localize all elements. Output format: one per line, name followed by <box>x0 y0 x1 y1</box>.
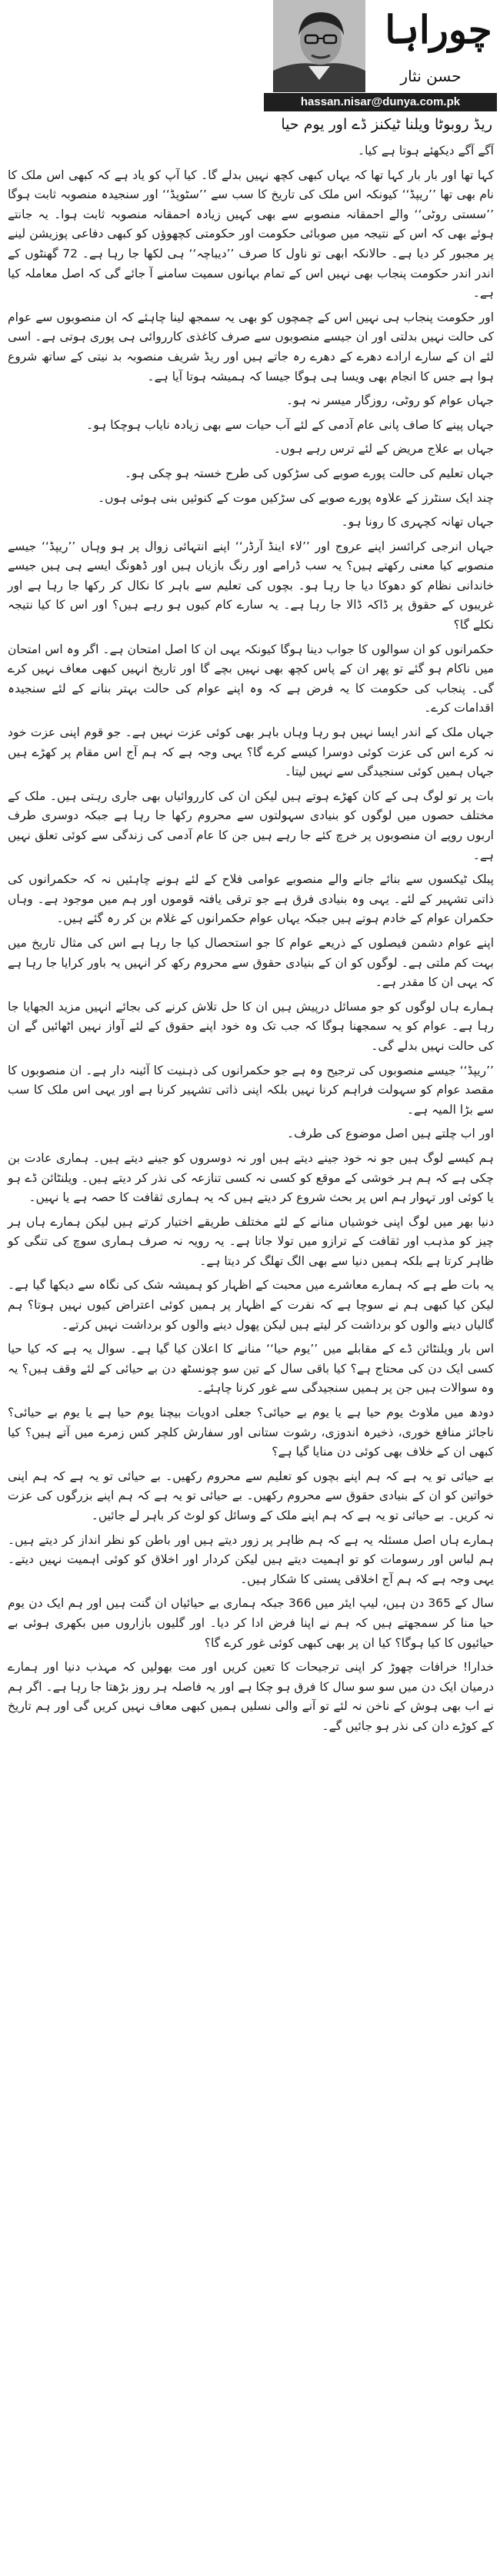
article-paragraph: جہاں عوام کو روٹی، روزگار میسر نہ ہو۔ <box>286 393 494 408</box>
article-paragraph: جہاں تعلیم کی حالت پورے صوبے کی سڑکوں کی طرح خستہ ہو چکی ہو۔ <box>124 466 494 480</box>
article-paragraph: جہاں ملک کے اندر ایسا نہیں ہو رہا وہاں باہر بھی کوئی عزت نہیں ہے۔ جو قوم اپنی عزت خود نہ کرے اس کی عزت کوئی دوسرا کیسے کرے گا؟ یہی وجہ ہے کہ ہم آج اس مقام پر کھڑے ہیں جہاں ہمیں کوئی سنجیدگی سے نہیں لیتا۔ <box>8 725 494 779</box>
author-name: حسن نثار <box>400 67 462 85</box>
article-paragraph: ہمارے ہاں لوگوں کو جو مسائل درپیش ہیں ان کا حل تلاش کرنے کی بجائے انہیں مزید الجھایا جا رہا ہے۔ عوام کو یہ سمجھنا ہوگا کہ جب تک وہ خود اپنے حقوق کے لئے آواز نہیں اٹھائیں گے ان کی حالت نہیں بدلے گی۔ <box>8 999 494 1053</box>
article-paragraph: جہاں بے علاج مریض کے لئے ترس رہے ہوں۔ <box>273 442 494 456</box>
article-paragraph: دنیا بھر میں لوگ اپنی خوشیاں منانے کے لئے مختلف طریقے اختیار کرتے ہیں لیکن ہمارے ہاں ہر چیز کو مذہب اور ثقافت کے ترازو میں تولا جاتا ہے۔ یہ رویہ نہ صرف ہماری سوچ کی تنگی کو ظاہر کرتا ہے بلکہ ہمیں دنیا سے بھی الگ تھلگ کر دیتا ہے۔ <box>8 1214 494 1268</box>
article-paragraph: پبلک ٹیکسوں سے بنائے جانے والے منصوبے عوامی فلاح کے لئے ہونے چاہئیں نہ کہ حکمرانوں کی ذاتی تشہیر کے لئے۔ یہی وہ بنیادی فرق ہے جو ترقی یافتہ قوموں اور ہم میں موجود ہے۔ وہاں حکمران عوام کے خادم ہوتے ہیں جبکہ یہاں عوام حکمرانوں کے غلام بن کر رہ گئے ہیں۔ <box>8 872 494 926</box>
article-paragraph: چند ایک سنٹرز کے علاوہ پورے صوبے کی سڑکیں موت کے کنوئیں بنی ہوئی ہوں۔ <box>98 490 494 505</box>
article-paragraph: اور حکومت پنجاب ہی نہیں اس کے چمچوں کو بھی یہ سمجھ لینا چاہئے کہ ان منصوبوں سے عوام کی حالت نہیں بدلتی اور ان جیسے منصوبوں سے صرف کاغذی کارروائی ہی پوری ہوتی ہے۔ اسی لئے ان کے سارے ارادے دھرے کے دھرے رہ جاتے ہیں اور ریڈ شریف منصوبہ بد نیتی کے ساتھ شروع ہوا ہے جس کا انجام بھی ویسا ہی ہوگا جیسا کہ ہمیشہ ہوتا آیا ہے۔ <box>8 310 494 383</box>
article-paragraph: اس بار ویلنٹائن ڈے کے مقابلے میں ’’یوم حیا‘‘ منانے کا اعلان کیا گیا ہے۔ سوال یہ ہے کہ کیا حیا کسی ایک دن کی محتاج ہے؟ کیا باقی سال کے تین سو چونسٹھ دن بے حیائی کے لئے وقف ہیں؟ یہ وہ سوالات ہیں جن پر ہمیں سنجیدگی سے غور کرنا چاہئے۔ <box>8 1342 494 1396</box>
article-paragraph: دودھ میں ملاوٹ یوم حیا ہے یا یوم بے حیائی؟ جعلی ادویات بیچنا یوم حیا ہے یا یوم بے حیائی؟ ناجائز منافع خوری، ذخیرہ اندوزی، رشوت ستانی اور سفارش کلچر کس زمرے میں آتے ہیں؟ کیا کبھی ان کے خلاف بھی کوئی دن منایا گیا ہے؟ <box>8 1406 494 1459</box>
article-paragraph: جہاں انرجی کرائسز اپنے عروج اور ’’لاء اینڈ آرڈر‘‘ اپنے انتہائی زوال پر ہو وہاں ’’ریپڈ‘‘ جیسے منصوبے کیا معنی رکھتے ہیں؟ یہ سب ڈرامے اور رنگ بازیاں ہیں اور ڈھونگ ایسے ہی ہیں جیسے خاندانی نظام کو دھوکا دیا جا رہا ہو۔ بچوں کی تعلیم سے باہر کا نکال کر رکھا جا رہا ہے اور غریبوں کے حقوق پر ڈاکہ ڈالا جا رہا ہے۔ یہ سارے کام کیوں ہو رہے ہیں؟ اور اس کا کیا نتیجہ نکلے گا؟ <box>8 539 494 632</box>
column-header <box>0 0 500 131</box>
author-portrait <box>273 0 365 92</box>
article-paragraph: بے حیائی تو یہ ہے کہ ہم اپنے بچوں کو تعلیم سے محروم رکھیں۔ بے حیائی تو یہ ہے کہ ہم اپنی خواتین کو ان کے بنیادی حقوق سے محروم رکھیں۔ بے حیائی تو یہ ہے کہ ہم اپنے بزرگوں کی عزت نہ کریں۔ بے حیائی تو یہ ہے کہ ہم اپنے ملک کے وسائل کو لوٹ کر باہر لے جائیں۔ <box>8 1469 494 1522</box>
article-paragraph: خدارا! خرافات چھوڑ کر اپنی ترجیحات کا تعین کریں اور مت بھولیں کہ مہذب دنیا اور ہمارے درمیان ایک دن میں سو سو سال کا فرق ہو چکا ہے اور یہ فاصلہ ہر روز بڑھتا جا رہا ہے۔ اگر ہم نے اب بھی ہوش کے ناخن نہ لئے تو آنے والی نسلیں ہمیں کبھی معاف نہیں کریں گی اور ہم تاریخ کے کوڑے دان کی نذر ہو جائیں گے۔ <box>8 1660 494 1733</box>
article-paragraph: اپنے عوام دشمن فیصلوں کے ذریعے عوام کا جو استحصال کیا جا رہا ہے اس کی مثال تاریخ میں بہت کم ملتی ہے۔ لوگوں کو ان کے بنیادی حقوق سے محروم رکھ کر انہیں یہ باور کرایا جا رہا ہے کہ یہی ان کا مقدر ہے۔ <box>8 935 494 990</box>
column-logo: چوراہا <box>385 7 492 52</box>
column-body <box>8 141 494 1741</box>
article-paragraph: آگے آگے دیکھئے ہوتا ہے کیا۔ <box>357 144 494 158</box>
article-paragraph: اور اب چلتے ہیں اصل موضوع کی طرف۔ <box>287 1127 494 1141</box>
article-paragraph: جہاں تھانہ کچہری کا رونا ہو۔ <box>341 515 494 529</box>
article-paragraph: سال کے 365 دن ہیں، لیپ ایئر میں 366 جبکہ ہماری بے حیائیاں ان گنت ہیں اور ہم ایک دن یوم حیا منا کر سمجھتے ہیں کہ ہم نے اپنا فرض ادا کر دیا۔ اور گلیوں بازاروں میں بکھری ہوئی بے حیائیوں کا کیا ہوگا؟ کیا ان پر بھی کبھی کوئی غور کرے گا؟ <box>8 1596 494 1650</box>
author-portrait-icon <box>273 0 365 92</box>
article-paragraph: کہا تھا اور بار بار کہا تھا کہ یہاں کبھی کچھ نہیں بدلے گا۔ کیا آپ کو یاد ہے کہ کبھی اس ملک کا نام بھی تھا ’’ریپڈ‘‘ کیونکہ اس ملک کی تاریخ کا سب سے ’’سٹوپڈ‘‘ اور سنجیدہ منصوبہ ثابت ہوگا ’’سستی روٹی‘‘ والے احمقانہ منصوبے سے بھی کہیں زیادہ احمقانہ منصوبہ ثابت ہوا۔ یہ جانتے ہوئے بھی کہ اس کے نتیجہ میں صوبائی حکومت اور حکومتی کچھوؤں کو کبھی دفاعی پوزیشن لینے پر مجبور کر دیا ہے۔ حالانکہ ابھی تو ناول کا صرف ’’دیباچہ‘‘ ہی لکھا جا رہا ہے۔ 72 گھنٹوں کے اندر اندر حکومت پنجاب بھی نہیں اس کے تمام بہانوں سمیت سامنے آ جائے گی کہ اصل معاملہ کیا ہے۔ <box>8 168 494 300</box>
article-paragraph: ہمارے ہاں اصل مسئلہ یہ ہے کہ ہم ظاہر پر زور دیتے ہیں اور باطن کو نظر انداز کر دیتے ہیں۔ ہم لباس اور رسومات کو تو اہمیت دیتے ہیں لیکن کردار اور اخلاق کو کوئی اہمیت نہیں دیتے۔ یہی وجہ ہے کہ ہم آج اخلاقی پستی کا شکار ہیں۔ <box>8 1532 494 1586</box>
article-paragraph: جہاں پینے کا صاف پانی عام آدمی کے لئے آب حیات سے بھی زیادہ نایاب ہوچکا ہو۔ <box>86 417 494 432</box>
article-paragraph: ’’ریپڈ‘‘ جیسے منصوبوں کی ترجیح وہ ہے جو حکمرانوں کی ذہنیت کا آئینہ دار ہے۔ ان منصوبوں کا مقصد عوام کو سہولت فراہم کرنا نہیں بلکہ اپنی ذاتی تشہیر کرنا ہے اور یہی اس ملک کا سب سے بڑا المیہ ہے۔ <box>8 1063 494 1117</box>
article-paragraph: حکمرانوں کو ان سوالوں کا جواب دینا ہوگا کیونکہ یہی ان کا اصل امتحان ہے۔ اگر وہ اس امتحان میں ناکام ہو گئے تو پھر ان کے پاس کچھ بھی نہیں بچے گا اور تاریخ انہیں کبھی معاف نہیں کرے گی۔ پنجاب کی حکومت کا یہ فرض ہے کہ وہ اپنے عوام کی حالت بہتر بنانے کے لئے سنجیدہ اقدامات کرے۔ <box>8 642 494 715</box>
author-email[interactable]: hassan.nisar@dunya.com.pk <box>264 93 497 111</box>
article-paragraph: بات پر تو لوگ ہی کے کان کھڑے ہوتے ہیں لیکن ان کی کارروائیاں بھی جاری رہتی ہیں۔ ملک کے مختلف حصوں میں لوگوں کو بنیادی سہولتوں سے محروم رکھا جا رہا ہے جبکہ دوسری طرف اربوں روپے ان منصوبوں پر خرچ کئے جا رہے ہیں جن کا عام آدمی کی زندگی سے کوئی تعلق نہیں ہے۔ <box>8 788 494 862</box>
article-paragraph: یہ بات طے ہے کہ ہمارے معاشرے میں محبت کے اظہار کو ہمیشہ شک کی نگاہ سے دیکھا گیا ہے۔ لیکن کیا کبھی ہم نے سوچا ہے کہ نفرت کے اظہار پر ہمیں کوئی اعتراض کیوں نہیں ہوتا؟ ہم گالیاں دینے والوں کو برداشت کر لیتے ہیں لیکن پھول دینے والوں کو برداشت نہیں کرتے۔ <box>8 1278 494 1332</box>
article-paragraph: ہم کیسے لوگ ہیں جو نہ خود جینے دیتے ہیں اور نہ دوسروں کو جینے دیتے ہیں۔ ہماری عادت بن چکی ہے کہ ہم ہر خوشی کے موقع کو کسی نہ کسی تنازعہ کی نذر کر دیتے ہیں۔ ویلنٹائن ڈے ہو یا کوئی اور تہوار ہم اس پر بحث شروع کر دیتے ہیں کہ یہ ہماری ثقافت کا حصہ ہے یا نہیں۔ <box>8 1150 494 1205</box>
column-headline: ریڈ روبوٹا ویلنا ٹیکنز ڈے اور یوم حیا <box>281 116 492 133</box>
